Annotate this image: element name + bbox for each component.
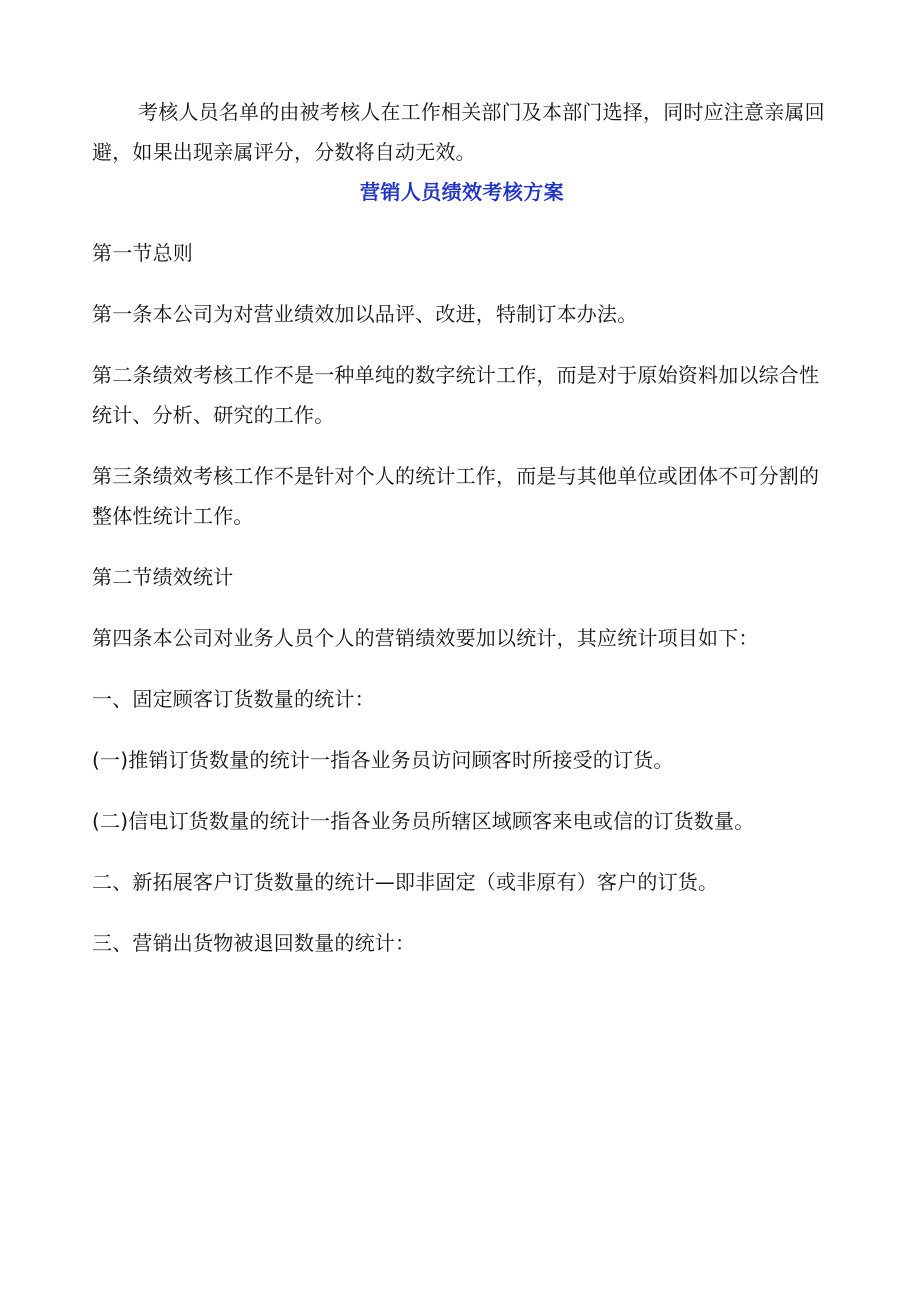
document-content (92, 92, 832, 963)
article-2: 第二条绩效考核工作不是一种单纯的数字统计工作，而是对于原始资料加以综合性统计、分析、研究的工作。 (92, 363, 820, 427)
list-item-3: 三、营销出货物被退回数量的统计： (92, 931, 416, 955)
article-4: 第四条本公司对业务人员个人的营销绩效要加以统计，其应统计项目如下： (92, 626, 759, 650)
article-1: 第一条本公司为对营业绩效加以品评、改进，特制订本办法。 (92, 302, 638, 326)
article-3: 第三条绩效考核工作不是针对个人的统计工作，而是与其他单位或团体不可分割的整体性统计工作。 (92, 464, 820, 528)
list-item-2: 二、新拓展客户订货数量的统计—即非固定（或非原有）客户的订货。 (92, 870, 719, 894)
section-heading-performance-statistics: 第二节绩效统计 (92, 565, 234, 589)
document-title: 营销人员绩效考核方案 (360, 180, 564, 204)
list-subitem-2: (二)信电订货数量的统计一指各业务员所辖区域顾客来电或信的订货数量。 (92, 809, 755, 833)
paragraph-evaluator-list: 考核人员名单的由被考核人在工作相关部门及本部门选择，同时应注意亲属回避，如果出现亲属评分，分数将自动无效。 (92, 100, 825, 164)
list-subitem-1: (一)推销订货数量的统计一指各业务员访问顾客时所接受的订货。 (92, 748, 674, 772)
section-heading-general: 第一节总则 (92, 241, 193, 265)
list-item-1: 一、固定顾客订货数量的统计： (92, 687, 375, 711)
